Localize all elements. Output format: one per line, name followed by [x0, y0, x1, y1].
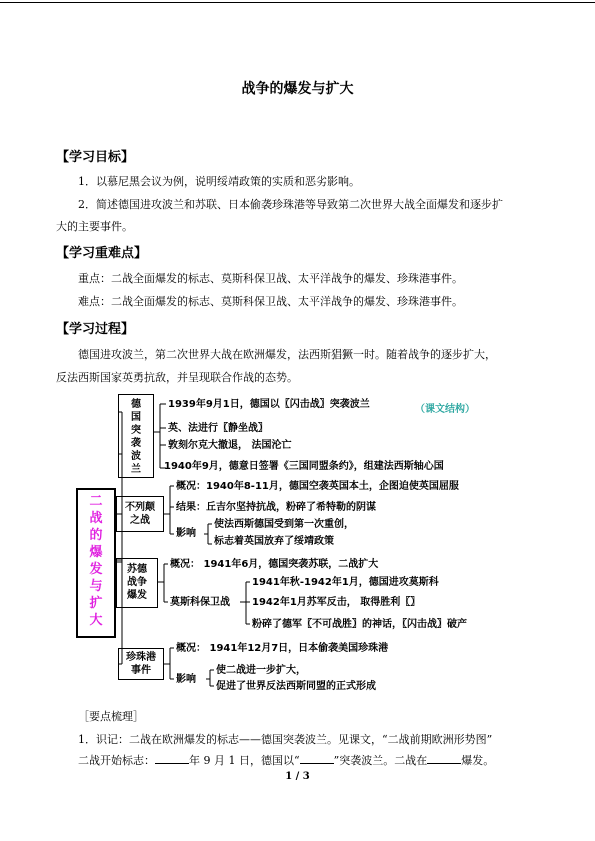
poland-item-3: 敦刻尔克大撤退， 法国沦亡 — [168, 440, 292, 451]
poland-item-2: 英、法进行〖静坐战〗 — [168, 423, 268, 434]
section-goals-heading: 【学习目标】 — [56, 150, 135, 165]
britain-effect-label: 影响 — [176, 528, 196, 539]
moscow-item-1: 1941年秋-1942年1月，德国进攻莫斯科 — [252, 577, 439, 588]
summary-heading: ［要点梳理］ — [78, 710, 144, 723]
pearl-effect-label: 影响 — [176, 674, 196, 685]
branch-pearl-harbor-box: 珍珠港 事件 — [118, 648, 164, 680]
main-topic-box — [76, 488, 116, 638]
page-number: 1 / 3 — [285, 771, 310, 782]
key-point-line: 重点：二战全面爆发的标志、莫斯科保卫战、太平洋战争的爆发、珍珠港事件。 — [78, 272, 463, 285]
moscow-battle-label: 莫斯科保卫战 — [170, 597, 230, 608]
soviet-overview: 概况： 1941年6月，德国突袭苏联，二战扩大 — [170, 559, 379, 570]
pearl-overview: 概况： 1941年12月7日，日本偷袭美国珍珠港 — [176, 643, 389, 654]
branch-britain-box: 不列颠 之战 — [116, 496, 164, 532]
blank-tactic[interactable] — [300, 763, 334, 764]
intro-line-2: 反法西斯国家英勇抗敌，并呈现联合作战的态势。 — [56, 371, 298, 384]
page-title: 战争的爆发与扩大 — [241, 81, 354, 97]
poland-item-1: 1939年9月1日，德国以〖闪击战〗突袭波兰 — [168, 399, 370, 410]
blank-place[interactable] — [427, 763, 461, 764]
header-rule — [0, 2, 595, 3]
summary-line-2-part-b: 年 9 月 1 日，德国以“ — [189, 754, 300, 767]
moscow-item-3: 粉碎了德军〖不可战胜〗的神话，〖闪击战〗破产 — [252, 619, 467, 630]
structure-diagram — [70, 392, 530, 692]
pearl-effect-2: 促进了世界反法西斯同盟的正式形成 — [216, 681, 376, 692]
summary-line-2-part-a: 二战开始标志： — [78, 754, 155, 767]
britain-effect-2: 标志着英国放弃了绥靖政策 — [214, 536, 334, 547]
blank-year[interactable] — [155, 763, 189, 764]
structure-note: （课文结构） — [415, 404, 475, 415]
summary-line-2-part-d: 爆发。 — [461, 754, 495, 767]
branch-poland-box: 德 国 突 袭 波 兰 — [118, 394, 154, 478]
pearl-effect-1: 使二战进一步扩大， — [216, 665, 306, 676]
goal-line-3: 大的主要事件。 — [56, 220, 133, 233]
britain-result: 结果：丘吉尔坚持抗战，粉碎了希特勒的阴谋 — [176, 502, 376, 513]
goal-line-2: 2．简述德国进攻波兰和苏联、日本偷袭珍珠港等导致第二次世界大战全面爆发和逐步扩 — [78, 198, 503, 211]
poland-item-4: 1940年9月，德意日签署《三国同盟条约》，组建法西斯轴心国 — [164, 461, 444, 472]
main-topic-label: 二 战 的 爆 发 与 扩 大 — [89, 494, 103, 628]
branch-soviet-box: 苏德 战争 爆发 — [116, 558, 158, 608]
summary-line-2 — [78, 754, 494, 768]
section-process-heading: 【学习过程】 — [56, 322, 135, 337]
moscow-item-2: 1942年1月苏军反击， 取得胜利〖〗 — [252, 597, 421, 608]
goal-line-1: 1．以慕尼黑会议为例，说明绥靖政策的实质和恶劣影响。 — [78, 175, 360, 188]
summary-line-2-part-c: ”突袭波兰。二战在 — [333, 754, 428, 767]
britain-overview: 概况：1940年8-11月，德国空袭英国本土，企图迫使英国屈服 — [176, 481, 459, 492]
section-keypoints-heading: 【学习重难点】 — [56, 246, 148, 261]
intro-line-1: 德国进攻波兰，第二次世界大战在欧洲爆发，法西斯猖獗一时。随着战争的逐步扩大， — [78, 348, 496, 361]
difficult-point-line: 难点：二战全面爆发的标志、莫斯科保卫战、太平洋战争的爆发、珍珠港事件。 — [78, 295, 463, 308]
britain-effect-1: 使法西斯德国受到第一次重创， — [214, 519, 354, 530]
summary-line-1: 1．识记：二战在欧洲爆发的标志——德国突袭波兰。见课文，“二战前期欧洲形势图” — [78, 733, 493, 746]
